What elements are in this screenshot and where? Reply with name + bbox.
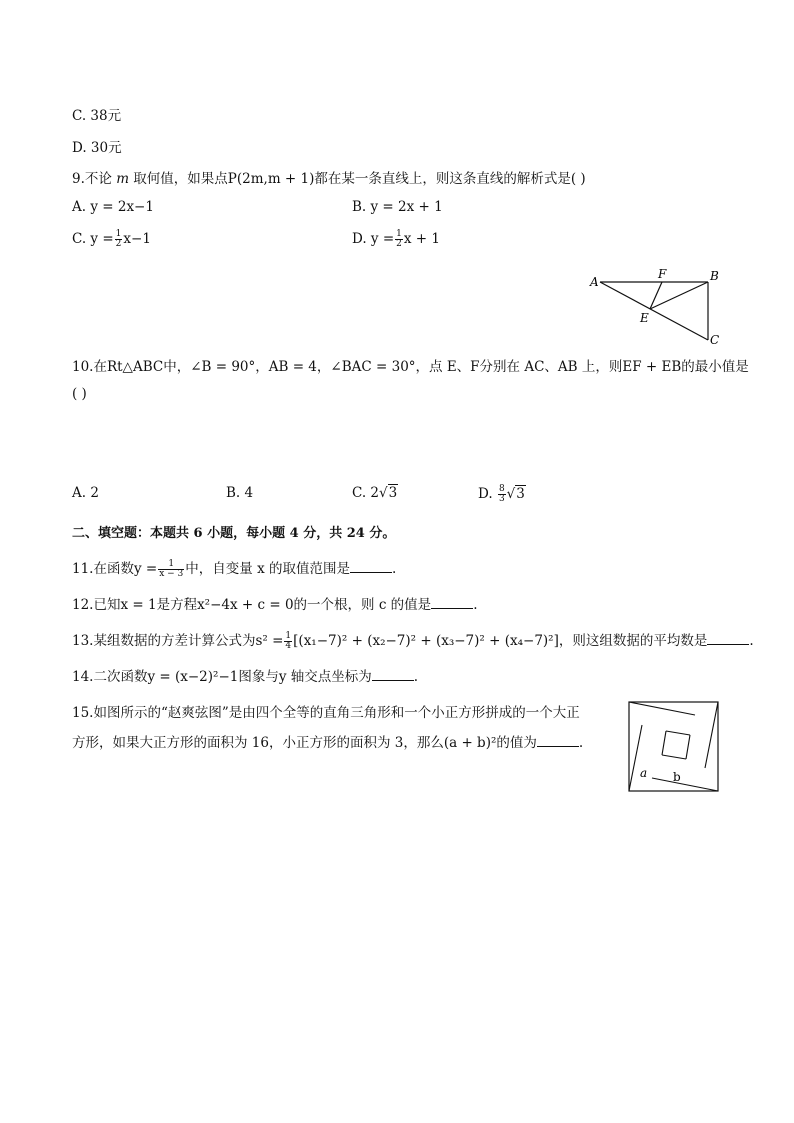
q11-answer-blank[interactable] bbox=[350, 559, 392, 573]
q11-suffix: 中，自变量 x 的取值范围是 bbox=[185, 561, 350, 577]
q9-option-c-suffix: x−1 bbox=[123, 231, 151, 247]
segment-ef bbox=[650, 282, 662, 309]
q11-fraction: $\frac{1}{x - 3}$ bbox=[159, 559, 184, 579]
q14: 14.二次函数y = (x−2)²−1图象与y 轴交点坐标为 . bbox=[72, 669, 419, 685]
q13-formula: [(x₁−7)² + (x₂−7)² + (x₃−7)² + (x₄−7)²] bbox=[293, 633, 559, 649]
q9-stem-text: 取何值，如果点P(2m,m + 1)都在某一条直线上，则这条直线的解析式是( ) bbox=[133, 171, 586, 187]
q9-option-b: B. y = 2x + 1 bbox=[352, 199, 443, 215]
q9-stem bbox=[72, 167, 586, 187]
q14-text: 14.二次函数y = (x−2)²−1图象与y 轴交点坐标为 bbox=[72, 669, 372, 685]
q10-option-a: A. 2 bbox=[72, 485, 99, 501]
inner-square-left bbox=[662, 731, 666, 755]
q10-stem: 10.在Rt△ABC中，∠B = 90°，AB = 4，∠BAC = 30°，点 E、F分别在 AC、AB 上，则EF + EB的最小值是 bbox=[72, 359, 749, 375]
triangle-edge-1 bbox=[629, 702, 695, 715]
label-f: F bbox=[658, 267, 667, 281]
triangle-edge-3 bbox=[652, 778, 718, 791]
q12: 12.已知x = 1是方程x²−4x + c = 0的一个根，则 c 的值是 . bbox=[72, 597, 478, 613]
q9-stem-var: m bbox=[116, 171, 129, 187]
q9-option-c-fraction: $\frac{1}{2}$ bbox=[115, 229, 122, 249]
q11: 11.在函数y = $\frac{1}{x - 3}$ 中，自变量 x 的取值范围是 . bbox=[72, 559, 397, 579]
q9-stem-prefix: 9.不论 bbox=[72, 171, 112, 187]
q12-text: 12.已知x = 1是方程x²−4x + c = 0的一个根，则 c 的值是 bbox=[72, 597, 432, 613]
triangle-edge-2 bbox=[705, 702, 718, 768]
sqrt-symbol: √3 bbox=[506, 486, 525, 502]
inner-square-right bbox=[686, 735, 690, 759]
q10-paren: ( ) bbox=[72, 386, 87, 402]
q13-answer-blank[interactable] bbox=[707, 631, 749, 645]
section-2-title: 二、填空题：本题共 6 小题，每小题 4 分，共 24 分。 bbox=[72, 526, 396, 541]
label-a: A bbox=[590, 275, 599, 289]
q13-fraction: $\frac{1}{4}$ bbox=[285, 631, 292, 651]
q10-option-c bbox=[352, 485, 398, 501]
q13-prefix: 13.某组数据的方差计算公式为s² = bbox=[72, 633, 284, 649]
triangle-edge-4 bbox=[629, 725, 642, 791]
q15-line-1: 15.如图所示的“赵爽弦图”是由四个全等的直角三角形和一个小正方形拼成的一个大正 bbox=[72, 705, 580, 721]
segment-eb bbox=[650, 282, 708, 309]
q15-line-2-text: 方形，如果大正方形的面积为 16，小正方形的面积为 3，那么(a + b)²的值为 bbox=[72, 735, 537, 751]
segment-ac bbox=[600, 282, 708, 340]
q10-option-d-fraction: $\frac{8}{3}$ bbox=[498, 484, 505, 504]
q9-option-d-suffix: x + 1 bbox=[403, 231, 440, 247]
sqrt-symbol: √3 bbox=[379, 485, 398, 501]
q13-suffix: ，则这组数据的平均数是 bbox=[558, 633, 708, 649]
label-b: b bbox=[673, 770, 681, 784]
q9-option-d bbox=[352, 230, 440, 249]
q9-option-d-prefix: D. y = bbox=[352, 231, 395, 247]
q8-option-d: D. 30元 bbox=[72, 140, 122, 156]
q10-option-d-prefix: D. bbox=[478, 486, 493, 502]
q13: 13.某组数据的方差计算公式为s² = $\frac{1}{4}$ [(x₁−7)² + (x₂−7)² + (x₃−7)² + (x₄−7)²]，则这组数据的平均数是 . bbox=[72, 631, 754, 651]
label-b: B bbox=[710, 269, 719, 283]
label-c: C bbox=[710, 333, 720, 347]
zhao-shuang-diagram bbox=[628, 701, 720, 793]
q14-answer-blank[interactable] bbox=[372, 667, 414, 681]
q9-option-c bbox=[72, 230, 151, 249]
q10-option-b: B. 4 bbox=[226, 485, 254, 501]
label-e: E bbox=[640, 311, 649, 325]
q10-option-c-prefix: C. 2 bbox=[352, 485, 380, 501]
q12-answer-blank[interactable] bbox=[431, 595, 473, 609]
label-a: a bbox=[640, 766, 648, 780]
q10-triangle-figure bbox=[588, 264, 728, 349]
q10-option-d bbox=[478, 485, 526, 504]
q15-answer-blank[interactable] bbox=[537, 733, 579, 747]
inner-square-top bbox=[666, 731, 690, 735]
q9-option-c-prefix: C. y = bbox=[72, 231, 114, 247]
q8-option-c: C. 38元 bbox=[72, 108, 122, 124]
q15-line-2: 方形，如果大正方形的面积为 16，小正方形的面积为 3，那么(a + b)²的值为 . bbox=[72, 735, 584, 751]
inner-square-bottom bbox=[662, 755, 686, 759]
q9-option-a: A. y = 2x−1 bbox=[72, 199, 154, 215]
q11-prefix: 11.在函数y = bbox=[72, 561, 158, 577]
q9-option-d-fraction: $\frac{1}{2}$ bbox=[396, 229, 402, 249]
